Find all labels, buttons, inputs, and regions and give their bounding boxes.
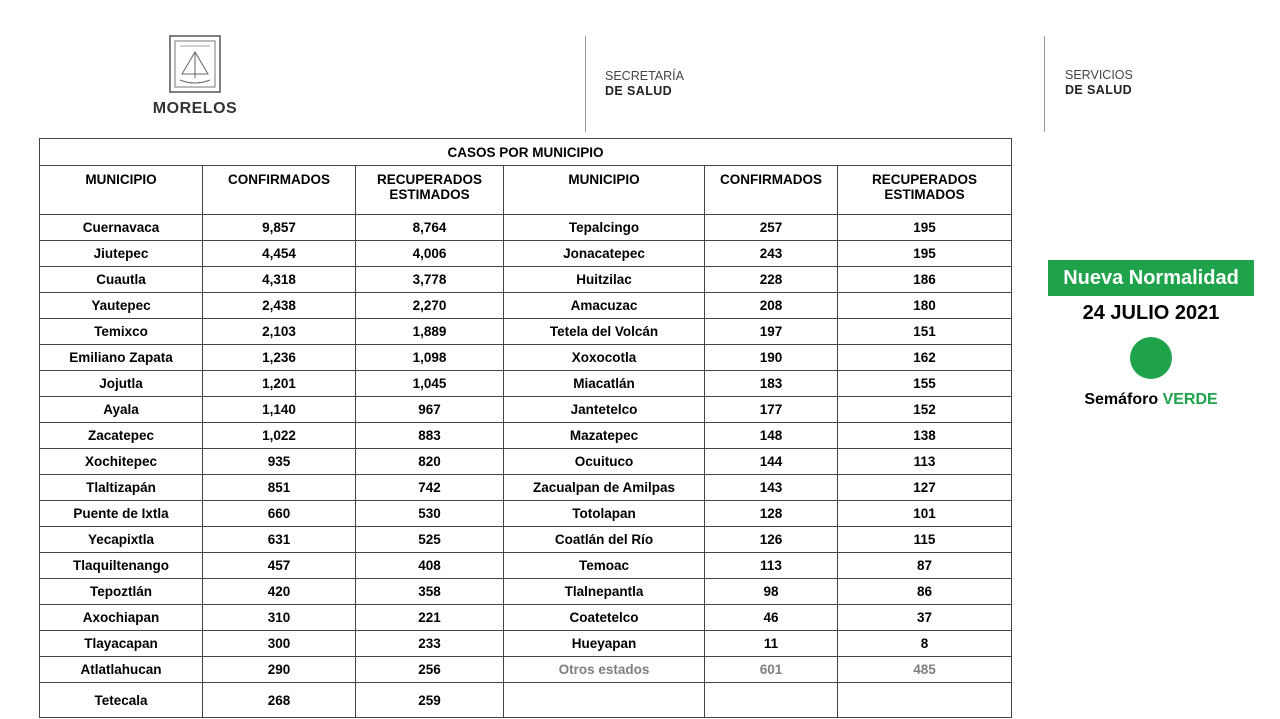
cell-recuperados: 138 [838,423,1012,449]
table-row [40,423,1012,449]
cell-recuperados: 127 [838,475,1012,501]
cell-municipio: Puente de Ixtla [40,501,203,527]
cell-recuperados: 155 [838,371,1012,397]
cell-municipio: Jantetelco [504,397,705,423]
cell-recuperados: 186 [838,267,1012,293]
divider [1044,36,1045,132]
cell-confirmados: 257 [705,215,838,241]
table-row [40,215,1012,241]
table-row [40,449,1012,475]
cell-confirmados: 457 [203,553,356,579]
col-header-confirmados: CONFIRMADOS [705,166,838,215]
nueva-normalidad-banner: Nueva Normalidad [1048,260,1254,296]
cell-recuperados: 221 [356,605,504,631]
cell-confirmados: 190 [705,345,838,371]
cell-confirmados: 2,103 [203,319,356,345]
cell-recuperados: 1,045 [356,371,504,397]
morelos-logo [140,34,250,124]
cell-recuperados: 967 [356,397,504,423]
cell-confirmados: 300 [203,631,356,657]
col-header-municipio: MUNICIPIO [504,166,705,215]
cell-municipio: Coatlán del Río [504,527,705,553]
table-body [40,215,1012,718]
table-row [40,579,1012,605]
cell-recuperados: 3,778 [356,267,504,293]
cell-municipio: Zacatepec [40,423,203,449]
cell-confirmados: 46 [705,605,838,631]
col-header-recuperados: RECUPERADOS ESTIMADOS [356,166,504,215]
cell-recuperados: 530 [356,501,504,527]
cell-confirmados: 851 [203,475,356,501]
cell-recuperados: 152 [838,397,1012,423]
dept-secretaria-line1: SECRETARÍA [605,69,684,83]
cell-confirmados: 126 [705,527,838,553]
cell-confirmados: 9,857 [203,215,356,241]
col-header-recuperados: RECUPERADOS ESTIMADOS [838,166,1012,215]
cell-municipio: Tepalcingo [504,215,705,241]
cell-recuperados: 113 [838,449,1012,475]
cell-municipio [504,683,705,718]
casos-table [39,138,1012,718]
table-row [40,657,1012,683]
cell-recuperados: 233 [356,631,504,657]
cell-confirmados: 98 [705,579,838,605]
dept-secretaria [605,69,684,99]
report-date: 24 JULIO 2021 [1082,302,1220,324]
cell-recuperados: 408 [356,553,504,579]
cell-confirmados: 310 [203,605,356,631]
cell-confirmados: 183 [705,371,838,397]
cell-municipio: Tetela del Volcán [504,319,705,345]
cell-recuperados: 180 [838,293,1012,319]
cell-confirmados: 11 [705,631,838,657]
cell-confirmados: 2,438 [203,293,356,319]
table-row [40,371,1012,397]
cell-recuperados: 37 [838,605,1012,631]
cell-confirmados: 128 [705,501,838,527]
cell-recuperados: 485 [838,657,1012,683]
cell-recuperados: 256 [356,657,504,683]
cell-municipio: Tepoztlán [40,579,203,605]
cell-confirmados: 177 [705,397,838,423]
cell-confirmados: 4,454 [203,241,356,267]
table-row [40,319,1012,345]
cell-municipio: Jojutla [40,371,203,397]
cell-confirmados: 208 [705,293,838,319]
cell-confirmados: 660 [203,501,356,527]
cell-confirmados: 4,318 [203,267,356,293]
cell-municipio: Yecapixtla [40,527,203,553]
semaforo-value: VERDE [1162,391,1218,408]
cell-municipio: Amacuzac [504,293,705,319]
cell-municipio: Tlaquiltenango [40,553,203,579]
cell-confirmados: 143 [705,475,838,501]
cell-recuperados: 87 [838,553,1012,579]
cell-confirmados [705,683,838,718]
cell-recuperados: 1,098 [356,345,504,371]
col-header-confirmados: CONFIRMADOS [203,166,356,215]
cell-recuperados: 101 [838,501,1012,527]
cell-recuperados: 8,764 [356,215,504,241]
cell-confirmados: 1,201 [203,371,356,397]
col-header-municipio: MUNICIPIO [40,166,203,215]
cell-municipio: Emiliano Zapata [40,345,203,371]
cell-confirmados: 113 [705,553,838,579]
cell-confirmados: 420 [203,579,356,605]
cell-recuperados: 86 [838,579,1012,605]
semaforo-indicator [1130,337,1172,379]
cell-municipio: Miacatlán [504,371,705,397]
cell-recuperados: 115 [838,527,1012,553]
cell-municipio: Otros estados [504,657,705,683]
cell-municipio: Tlaltizapán [40,475,203,501]
cell-municipio: Xochitepec [40,449,203,475]
cell-municipio: Jiutepec [40,241,203,267]
status-panel [1048,260,1254,409]
dept-servicios [1065,68,1133,98]
cell-municipio: Huitzilac [504,267,705,293]
semaforo-label: Semáforo [1084,391,1159,408]
table-row [40,501,1012,527]
cell-recuperados: 195 [838,215,1012,241]
cell-municipio: Jonacatepec [504,241,705,267]
cell-confirmados: 228 [705,267,838,293]
cell-confirmados: 148 [705,423,838,449]
table-row [40,553,1012,579]
dept-secretaria-line2: DE SALUD [605,84,673,98]
table-caption: CASOS POR MUNICIPIO [40,139,1012,166]
cell-recuperados: 151 [838,319,1012,345]
cell-municipio: Temixco [40,319,203,345]
cell-municipio: Temoac [504,553,705,579]
cell-confirmados: 631 [203,527,356,553]
cell-municipio: Zacualpan de Amilpas [504,475,705,501]
cell-confirmados: 1,022 [203,423,356,449]
cell-municipio: Yautepec [40,293,203,319]
cell-recuperados: 358 [356,579,504,605]
divider [585,36,586,132]
cell-municipio: Coatetelco [504,605,705,631]
cell-municipio: Cuautla [40,267,203,293]
table-row [40,241,1012,267]
cell-recuperados: 883 [356,423,504,449]
cell-recuperados: 2,270 [356,293,504,319]
cell-confirmados: 144 [705,449,838,475]
cell-municipio: Tlayacapan [40,631,203,657]
table-row [40,631,1012,657]
table-row [40,527,1012,553]
cell-municipio: Ayala [40,397,203,423]
cell-recuperados [838,683,1012,718]
cell-municipio: Axochiapan [40,605,203,631]
morelos-seal-icon [168,34,222,96]
cell-recuperados: 742 [356,475,504,501]
cell-confirmados: 268 [203,683,356,718]
cell-municipio: Tlalnepantla [504,579,705,605]
table-row [40,683,1012,718]
cell-recuperados: 259 [356,683,504,718]
dept-servicios-line1: SERVICIOS [1065,68,1133,82]
cell-recuperados: 4,006 [356,241,504,267]
table-row [40,345,1012,371]
table-row [40,475,1012,501]
cell-confirmados: 1,140 [203,397,356,423]
cell-recuperados: 162 [838,345,1012,371]
cell-municipio: Totolapan [504,501,705,527]
cell-recuperados: 1,889 [356,319,504,345]
cell-recuperados: 820 [356,449,504,475]
cell-confirmados: 243 [705,241,838,267]
cell-municipio: Tetecala [40,683,203,718]
cell-municipio: Hueyapan [504,631,705,657]
dept-servicios-line2: DE SALUD [1065,83,1133,97]
table-row [40,605,1012,631]
cell-municipio: Xoxocotla [504,345,705,371]
table-row [40,267,1012,293]
table-row [40,397,1012,423]
cell-municipio: Mazatepec [504,423,705,449]
cell-municipio: Cuernavaca [40,215,203,241]
cell-recuperados: 525 [356,527,504,553]
cell-municipio: Atlatlahucan [40,657,203,683]
cell-recuperados: 195 [838,241,1012,267]
semaforo-status [1048,391,1254,409]
brand-name: MORELOS [152,100,238,117]
cell-confirmados: 290 [203,657,356,683]
cell-confirmados: 197 [705,319,838,345]
table-row [40,293,1012,319]
cell-confirmados: 601 [705,657,838,683]
cell-recuperados: 8 [838,631,1012,657]
cell-municipio: Ocuituco [504,449,705,475]
cell-confirmados: 1,236 [203,345,356,371]
cell-confirmados: 935 [203,449,356,475]
